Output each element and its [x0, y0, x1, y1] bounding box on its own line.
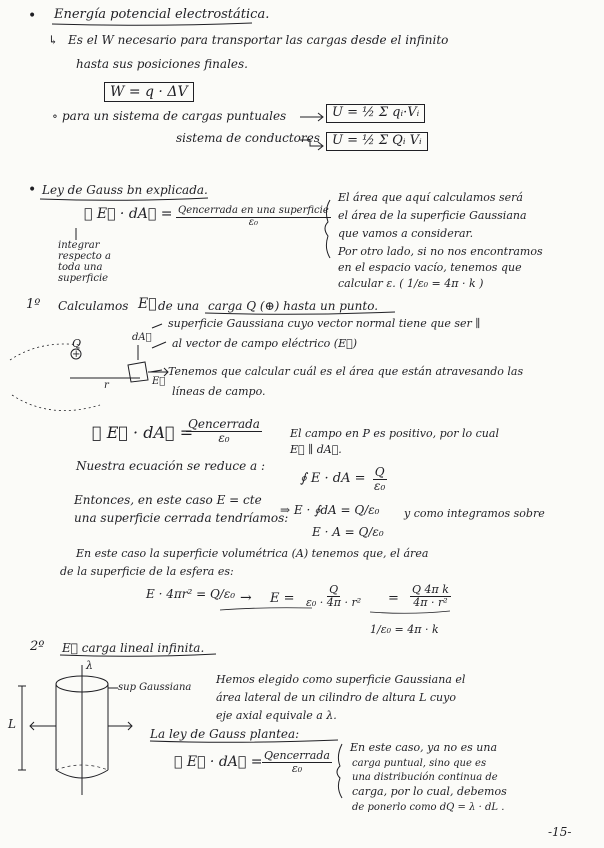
point-charges-text: para un sistema de cargas puntuales — [62, 109, 287, 123]
case1-heading-a: Calculamos — [58, 299, 129, 313]
gauss-explanation-1: El área que aquí calculamos será — [338, 191, 523, 204]
bullet: • — [28, 182, 37, 198]
case2-note-4: carga, por lo cual, debemos — [352, 785, 507, 798]
section1-line2: hasta sus posiciones finales. — [76, 57, 248, 71]
flux-note-1: Tenemos que calcular cuál es el área que están atravesando las — [168, 365, 524, 378]
case1-heading-b: de una — [158, 299, 200, 313]
gauss-explanation-3: que vamos a considerar. — [338, 227, 474, 240]
integrate-note: integrar respecto a toda una superficie — [58, 240, 111, 284]
denominator-k: 4π · r² — [413, 595, 448, 609]
page-number: -15- — [548, 825, 572, 839]
gauss-explanation-5: en el espacio vacío, tenemos que — [338, 261, 522, 274]
gauss-law-title: La ley de Gauss plantea: — [150, 727, 300, 741]
section1-title: Energía potencial electrostática. — [54, 7, 270, 22]
then-formula-2: E · A = Q/ε₀ — [312, 525, 384, 539]
then-text-2: una superficie cerrada tendríamos: — [74, 511, 289, 525]
plus-icon: + — [72, 349, 81, 360]
case1-heading-c: carga Q (⊕) hasta un punto. — [208, 299, 379, 313]
epsilon-zero: ε₀ — [374, 478, 386, 493]
conductors-formula: U = ½ Σ Qᵢ Vᵢ — [326, 132, 428, 151]
gauss-explanation-6: calcular ε. ( 1/ε₀ = 4π · k ) — [338, 277, 484, 290]
area-vector-label: dA⃗ — [132, 332, 152, 343]
work-formula-box: W = q · ΔV — [104, 82, 194, 102]
chosen-text-2: área lateral de un cilindro de altura L cuyo — [216, 691, 456, 704]
bullet: ∘ — [52, 109, 58, 123]
chosen-text-3: eje axial equivale a λ. — [216, 709, 337, 722]
case1-gauss-fraction — [186, 418, 262, 444]
gaussian-surface-label: sup Gaussiana — [118, 682, 192, 693]
q-enclosed: Qencerrada — [264, 749, 330, 762]
case2-note-1: En este caso, ya no es una — [350, 741, 498, 754]
point-charges-formula: U = ½ Σ qᵢ·Vᵢ — [326, 104, 425, 123]
reduce-formula: ∮ E · dA = — [300, 471, 366, 486]
field-note-1: El campo en P es positivo, por lo cual — [290, 427, 499, 440]
case2-note-5: de ponerlo como dQ = λ · dL . — [352, 802, 505, 813]
charge-Q: Q — [329, 583, 339, 596]
epsilon-zero: ε₀ — [248, 216, 259, 228]
reduce-fraction — [372, 466, 387, 492]
case2-note-3: una distribución continua de — [352, 772, 498, 783]
lambda-label: λ — [86, 659, 93, 672]
arrow-icon: ↳ — [48, 33, 59, 47]
one-over-epsilon: 1/ε₀ = 4π · k — [370, 623, 439, 636]
E-fraction — [304, 584, 363, 608]
section2-title: Ley de Gauss bn explicada. — [42, 183, 208, 197]
numerator-k: Q 4π k — [412, 583, 449, 596]
case2-number: 2º — [30, 639, 45, 654]
then-formula-1: ⇒ E · ∮dA = Q/ε₀ — [280, 503, 380, 517]
sphere-text-2: de la superficie de la esfera es: — [60, 565, 234, 578]
reduce-text: Nuestra ecuación se reduce a : — [76, 459, 266, 473]
length-label: L — [8, 717, 16, 731]
bullet: • — [28, 8, 37, 24]
flux-note-2: líneas de campo. — [172, 385, 266, 398]
surface-note-2: al vector de campo eléctrico (E⃗) — [172, 337, 358, 350]
q-enclosed: Qencerrada — [188, 417, 260, 431]
epsilon-zero: ε₀ — [291, 761, 303, 775]
chosen-text-1: Hemos elegido como superficie Gaussiana el — [216, 673, 466, 686]
section1-line1: Es el W necesario para transportar las cargas desde el infinito — [68, 33, 449, 47]
conductors-text: sistema de conductores — [176, 131, 320, 145]
case2-gauss-fraction — [262, 750, 332, 774]
case2-note-2: carga puntual, sino que es — [352, 758, 487, 769]
equals-sign: = — [388, 591, 399, 606]
radius-label: r — [104, 380, 109, 391]
k-fraction — [410, 584, 451, 608]
arrow-icon: → — [240, 590, 252, 606]
denominator-full: ε₀ · 4π · r² — [306, 595, 362, 609]
gauss-explanation-4: Por otro lado, si no nos encontramos — [338, 245, 543, 258]
E-equation: E = — [270, 591, 295, 606]
case1-number: 1º — [26, 297, 41, 312]
q-enclosed-surface: Qencerrada en una superficie — [178, 205, 329, 216]
epsilon-zero: ε₀ — [218, 430, 230, 445]
case1-heading-E: E⃗ — [138, 296, 157, 312]
sphere-equation: E · 4πr² = Q/ε₀ — [146, 587, 236, 601]
then-note: y como integramos sobre — [404, 507, 545, 520]
gauss-explanation-2: el área de la superficie Gaussiana — [338, 209, 527, 222]
case2-heading: E⃗ carga lineal infinita. — [62, 641, 205, 655]
then-text-1: Entonces, en este caso E = cte — [74, 493, 262, 507]
gauss-integral: ∮ E⃗ · dA⃗ = — [84, 206, 173, 222]
charge-Q: Q — [374, 465, 385, 479]
field-note-2: E⃗ ∥ dA⃗. — [290, 443, 342, 456]
charge-label: Q — [72, 337, 82, 350]
case2-gauss: ∮ E⃗ · dA⃗ = — [174, 754, 263, 770]
field-vector-label: E⃗ — [152, 376, 166, 387]
case1-gauss: ∮ E⃗ · dA⃗ = — [92, 423, 194, 442]
surface-note-1: superficie Gaussiana cuyo vector normal tiene que ser ∥ — [168, 317, 481, 330]
sphere-text-1: En este caso la superficie volumétrica (A) tenemos que, el área — [76, 547, 429, 560]
gauss-fraction — [176, 206, 331, 228]
